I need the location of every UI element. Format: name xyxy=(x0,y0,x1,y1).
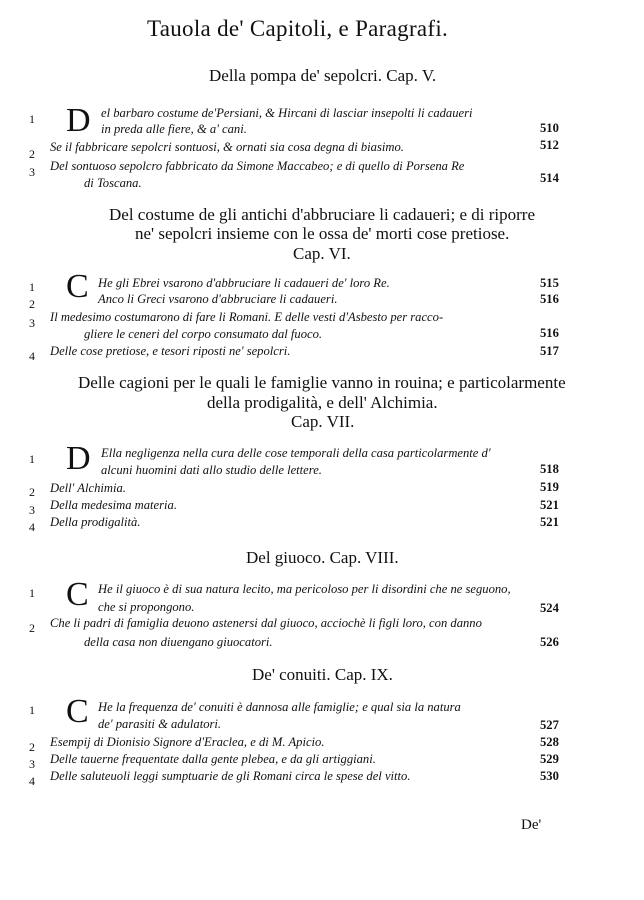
section-heading: De' conuiti. Cap. IX. xyxy=(252,665,393,684)
page-number: 521 xyxy=(540,515,559,529)
page-number: 514 xyxy=(540,171,559,185)
section-heading: Della pompa de' sepolcri. Cap. V. xyxy=(209,66,437,85)
section-heading: ne' sepolcri insieme con le ossa de' morti cose pretiose. xyxy=(135,224,510,243)
entry-number: 4 xyxy=(29,520,35,534)
entry-text: della casa non diuengano giuocatori. xyxy=(84,635,273,649)
entry-number: 1 xyxy=(29,112,35,126)
entry-text: in preda alle fiere, & a' cani. xyxy=(101,122,247,136)
entry-number: 2 xyxy=(29,297,35,311)
entry-number: 3 xyxy=(29,316,35,330)
entry-number: 4 xyxy=(29,349,35,363)
entry-text: Dell' Alchimia. xyxy=(50,481,126,495)
entry-text: de' parasiti & adulatori. xyxy=(98,717,222,731)
chapter-label: Cap. VII. xyxy=(291,412,355,431)
entry-text: Ella negligenza nella cura delle cose temporali della casa particolarmente d' xyxy=(101,446,491,460)
entry-text: Esempij di Dionisio Signore d'Eraclea, e di M. Apicio. xyxy=(50,735,325,749)
entry-text: Della prodigalità. xyxy=(50,515,141,529)
entry-text: Della medesima materia. xyxy=(50,498,177,512)
page-number: 529 xyxy=(540,752,559,766)
entry-text: Se il fabbricare sepolcri sontuosi, & ornati sia cosa degna di biasimo. xyxy=(50,140,404,154)
entry-text: alcuni huomini dati allo studio delle lettere. xyxy=(101,463,322,477)
entry-text: Che li padri di famiglia deuono astenersi dal giuoco, acciochè li figli loro, con danno xyxy=(50,616,482,630)
entry-text: Delle tauerne frequentate dalla gente plebea, e da gli artiggiani. xyxy=(50,752,376,766)
entry-number: 1 xyxy=(29,280,35,294)
drop-initial: C xyxy=(66,268,89,305)
page-number: 512 xyxy=(540,138,559,152)
page-number: 515 xyxy=(540,276,559,290)
entry-text: el barbaro costume de'Persiani, & Hircani di lasciar insepolti li cadaueri xyxy=(101,106,473,120)
page-number: 510 xyxy=(540,121,559,135)
entry-number: 2 xyxy=(29,485,35,499)
entry-text: Delle saluteuoli leggi sumptuarie de gli Romani circa le spese del vitto. xyxy=(50,769,411,783)
entry-number: 1 xyxy=(29,452,35,466)
page-number: 526 xyxy=(540,635,559,649)
entry-number: 3 xyxy=(29,503,35,517)
entry-text: He gli Ebrei vsarono d'abbruciare li cadaueri de' loro Re. xyxy=(98,276,390,290)
page-number: 528 xyxy=(540,735,559,749)
page-title: Tauola de' Capitoli, e Paragrafi. xyxy=(147,16,449,41)
catchword: De' xyxy=(521,817,542,833)
entry-number: 2 xyxy=(29,147,35,161)
page-number: 527 xyxy=(540,718,559,732)
entry-text: di Toscana. xyxy=(84,176,142,190)
page-number: 521 xyxy=(540,498,559,512)
entry-text: gliere le ceneri del corpo consumato dal fuoco. xyxy=(84,327,323,341)
entry-number: 2 xyxy=(29,621,35,635)
page-number: 530 xyxy=(540,769,559,783)
section-heading: Del giuoco. Cap. VIII. xyxy=(246,548,399,567)
entry-number: 1 xyxy=(29,703,35,717)
entry-number: 2 xyxy=(29,740,35,754)
page-number: 524 xyxy=(540,601,559,615)
drop-initial: C xyxy=(66,576,89,613)
drop-initial: D xyxy=(66,102,91,139)
page-number: 516 xyxy=(540,326,559,340)
entry-text: Anco li Greci vsarono d'abbruciare li cadaueri. xyxy=(98,292,338,306)
page-number: 517 xyxy=(540,344,559,358)
section-heading: della prodigalità, e dell' Alchimia. xyxy=(207,393,438,412)
entry-text: Delle cose pretiose, e tesori riposti ne' sepolcri. xyxy=(50,344,291,358)
entry-number: 1 xyxy=(29,586,35,600)
entry-number: 3 xyxy=(29,757,35,771)
page-number: 518 xyxy=(540,462,559,476)
page-number: 519 xyxy=(540,480,559,494)
drop-initial: D xyxy=(66,440,91,477)
entry-number: 3 xyxy=(29,165,35,179)
drop-initial: C xyxy=(66,693,89,730)
section-heading: Delle cagioni per le quali le famiglie vanno in rouina; e particolarmente xyxy=(78,373,566,392)
page-number: 516 xyxy=(540,292,559,306)
entry-text: Il medesimo costumarono di fare li Romani. E delle vesti d'Asbesto per racco- xyxy=(50,310,444,324)
entry-text: Del sontuoso sepolcro fabbricato da Simone Maccabeo; e di quello di Porsena Re xyxy=(50,159,465,173)
entry-text: He la frequenza de' conuiti è dannosa alle famiglie; e qual sia la natura xyxy=(98,700,461,714)
entry-text: He il giuoco è di sua natura lecito, ma pericoloso per li disordini che ne seguono, xyxy=(98,582,511,596)
section-heading: Del costume de gli antichi d'abbruciare li cadaueri; e di riporre xyxy=(109,205,535,224)
chapter-label: Cap. VI. xyxy=(293,244,351,263)
entry-text: che si propongono. xyxy=(98,600,195,614)
entry-number: 4 xyxy=(29,774,35,788)
